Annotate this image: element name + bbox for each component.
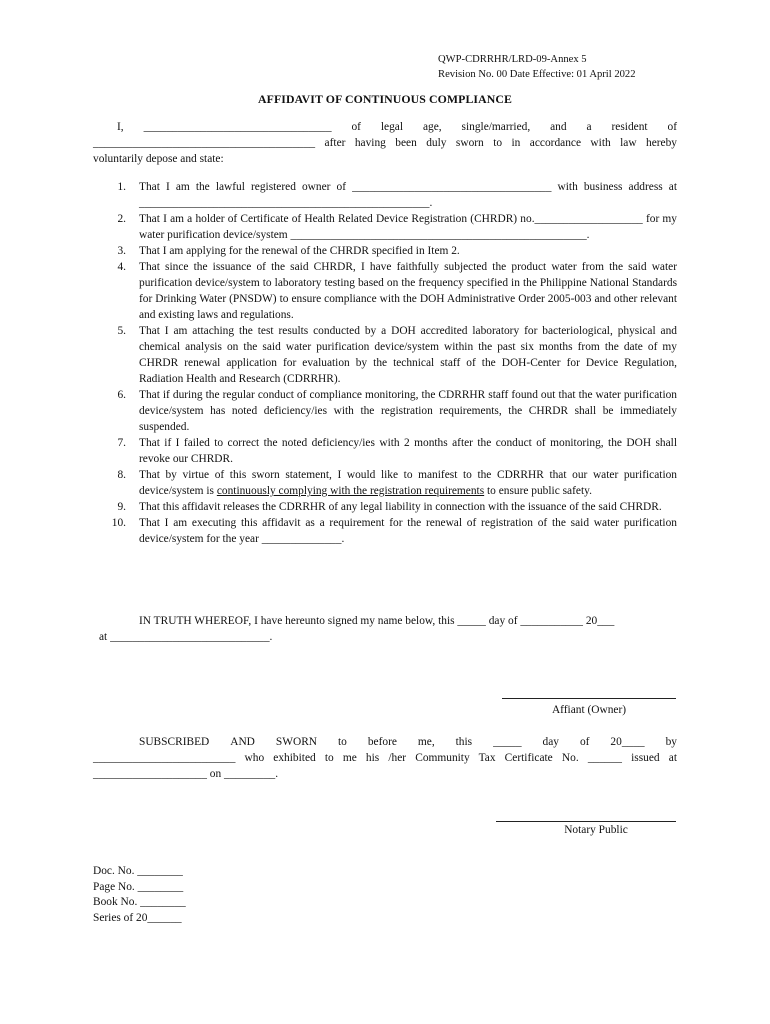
list-item <box>93 323 677 387</box>
list-item <box>93 259 677 323</box>
document-reference <box>438 52 636 82</box>
document-title: AFFIDAVIT OF CONTINUOUS COMPLIANCE <box>258 92 512 106</box>
item-text-part: That by virtue of this sworn statement, I would like to manifest to the CDRRHR that our water purification device/system is <box>139 469 677 497</box>
jurat-word: to <box>338 736 347 748</box>
list-item <box>93 467 677 499</box>
jurat-word: SUBSCRIBED <box>139 736 210 748</box>
series-field: Series of 20______ <box>93 911 182 924</box>
jurat-word: of <box>579 736 590 748</box>
item-text: That if I failed to correct the noted deficiency/ies with 2 months after the conduct of monitoring, the DOH shall revoke our CHRDR. <box>139 437 677 465</box>
item-number: 9. <box>117 501 126 513</box>
jurat-word: me, <box>417 736 435 748</box>
item-text: That I am applying for the renewal of the CHRDR specified in Item 2. <box>139 245 460 257</box>
jurat-word: this <box>455 736 473 748</box>
item-number: 2. <box>117 213 126 225</box>
jurat-word: 20____ <box>610 736 645 748</box>
item-text: That I am the lawful registered owner of ___________________________________ with business address at ___________________________________________________. <box>139 181 677 209</box>
list-item <box>93 499 677 515</box>
item-text: That this affidavit releases the CDRRHR of any legal liability in connection with the issuance of the said CHRDR. <box>139 501 662 513</box>
attestation-paragraph <box>93 613 677 645</box>
jurat-word: SWORN <box>275 736 318 748</box>
item-number: 8. <box>117 469 126 481</box>
item-text-part: to ensure public safety. <box>484 485 592 497</box>
intro-line-3: voluntarily depose and state: <box>93 153 224 165</box>
item-text: That I am attaching the test results conducted by a DOH accredited laboratory for bacteriological, physical and chemical analysis on the said water purification device/system within the past six months from the date of my CHRDR renewal application for evaluation by the technical staff of the DOH-Center for Device Regulation, Radiation Health and Research (CDRRHR). <box>139 325 677 385</box>
affiant-label: Affiant (Owner) <box>551 704 627 716</box>
jurat-line-1 <box>93 734 677 750</box>
item-number: 4. <box>117 261 126 273</box>
jurat-word: AND <box>230 736 255 748</box>
underlined-phrase: continuously complying with the registration requirements <box>216 485 485 497</box>
jurat-word: day <box>542 736 559 748</box>
item-text: That if during the regular conduct of compliance monitoring, the CDRRHR staff found out that the water purification device/system has noted deficiency/ies with the registration requirements, the CHRDR shall be immediately suspended. <box>139 389 677 433</box>
notarial-register <box>93 864 186 926</box>
jurat-paragraph <box>93 734 677 782</box>
intro-paragraph <box>93 119 677 167</box>
revision-info: Revision No. 00 Date Effective: 01 April 2022 <box>438 69 636 80</box>
book-number-field: Book No. ________ <box>93 896 186 908</box>
notary-label: Notary Public <box>564 824 628 836</box>
item-number: 10. <box>111 517 126 529</box>
attestation-line-2: at ____________________________. <box>99 631 273 643</box>
jurat-word: by <box>665 736 677 748</box>
jurat-word: before <box>367 736 397 748</box>
attestation-line-1: IN TRUTH WHEREOF, I have hereunto signed my name below, this _____ day of ___________ 20___ <box>139 615 615 627</box>
item-text: That I am a holder of Certificate of Health Related Device Registration (CHRDR) no.___________________ for my water purification device/system ____________________________________________________. <box>139 213 677 241</box>
statements-list <box>93 179 677 547</box>
intro-line-2: _______________________________________ after having been duly sworn to in accordance with law hereby <box>93 137 677 149</box>
list-item <box>93 243 677 259</box>
item-number: 3. <box>117 245 126 257</box>
list-item <box>93 211 677 243</box>
list-item <box>93 435 677 467</box>
item-number: 6. <box>117 389 126 401</box>
reference-code: QWP-CDRRHR/LRD-09-Annex 5 <box>438 54 587 65</box>
intro-line-1: I, _________________________________ of legal age, single/married, and a resident of <box>117 121 677 133</box>
item-text: That I am executing this affidavit as a requirement for the renewal of registration of the said water purification device/system for the year ______________. <box>139 517 677 545</box>
item-number: 5. <box>117 325 126 337</box>
list-item <box>93 179 677 211</box>
jurat-line-3: ____________________ on _________. <box>93 768 279 780</box>
item-text: That since the issuance of the said CHRDR, I have faithfully subjected the product water from the said water purification device/system to laboratory testing based on the frequency specified in the Philippine National Standards for Drinking Water (PNSDW) to ensure compliance with the DOH Administrative Order 2005-003 and other relevant and existing laws and regulations. <box>139 261 677 321</box>
list-item <box>93 387 677 435</box>
jurat-word: _____ <box>493 736 522 748</box>
page-number-field: Page No. ________ <box>93 880 184 893</box>
item-number: 1. <box>117 181 126 193</box>
list-item <box>93 515 677 547</box>
jurat-line-2: _________________________ who exhibited to me his /her Community Tax Certificate No. ______ issued at <box>93 752 677 764</box>
doc-number-field: Doc. No. ________ <box>93 865 183 877</box>
affiant-signature-line[interactable] <box>502 698 676 699</box>
item-number: 7. <box>117 437 126 449</box>
